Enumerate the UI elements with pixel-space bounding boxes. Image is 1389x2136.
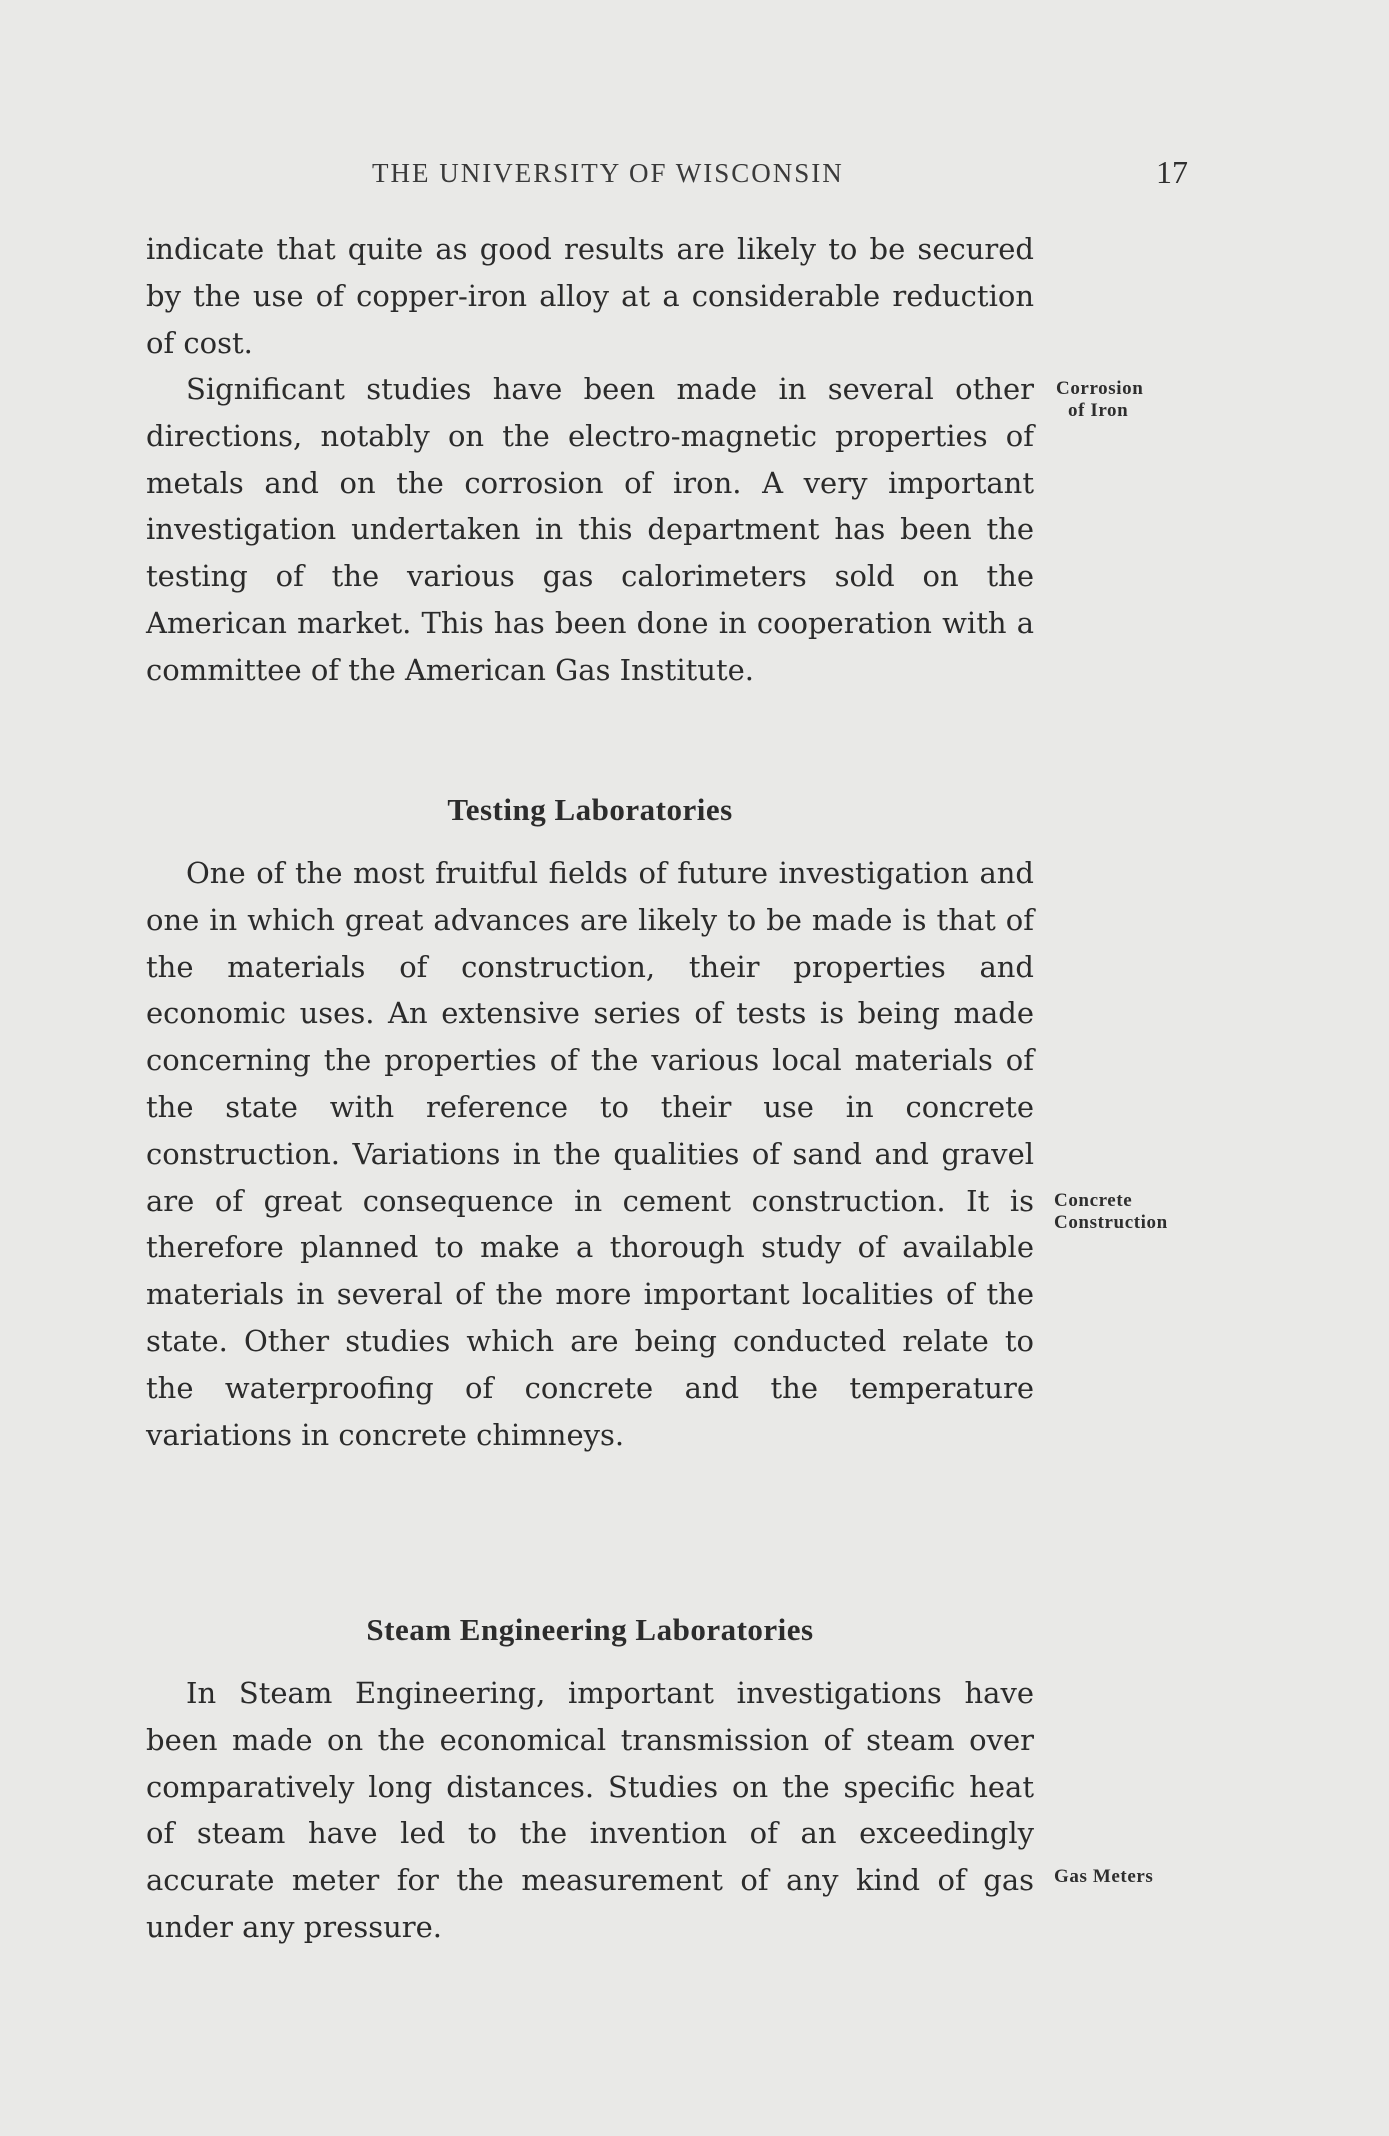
- sidenote-concrete-construction: [1054, 1190, 1168, 1234]
- paragraph-significant-studies: [146, 366, 1034, 694]
- sidenote-line: of Iron: [1068, 400, 1129, 421]
- running-title: THE UNIVERSITY OF WISCONSIN: [372, 158, 844, 188]
- heading-steam-engineering-laboratories: Steam Engineering Laboratories: [366, 1612, 814, 1647]
- paragraph-text: Significant studies have been made in several other directions, notably on the electro-magnetic properties of metals and on the corrosion of iron. A very important investigation undertaken in this department has been the testing of the various gas calorimeters sold on the American market. This has been done in cooperation with a committee of the American Gas Institute.: [146, 372, 1034, 687]
- paragraph-copper-iron: [146, 226, 1034, 366]
- paragraph-materials-of-construction: [146, 850, 1034, 1458]
- page-number: 17: [1156, 154, 1188, 190]
- paragraph-steam-engineering: [146, 1670, 1034, 1951]
- sidenote-line: Construction: [1054, 1212, 1168, 1233]
- paragraph-text: One of the most fruitful fields of future investigation and one in which great advances are likely to be made is that of the materials of construction, their properties and economic uses. An extensive series of tests is being made concerning the properties of the various local materials of the state with reference to their use in concrete construction. Variations in the qualities of sand and gravel are of great consequence in cement construction. It is therefore planned to make a thorough study of available materials in several of the more important localities of the state. Other studies which are being conducted relate to the waterproofing of concrete and the temperature variations in concrete chimneys.: [146, 856, 1034, 1452]
- paragraph-text: indicate that quite as good results are likely to be secured by the use of copper-iron alloy at a considerable reduction of cost.: [146, 232, 1034, 360]
- heading-testing-laboratories: Testing Laboratories: [447, 792, 733, 827]
- paragraph-text: In Steam Engineering, important investigations have been made on the economical transmission of steam over comparatively long distances. Studies on the specific heat of steam have led to the invention of an exceedingly accurate meter for the measurement of any kind of gas under any pressure.: [146, 1676, 1034, 1944]
- sidenote-line: Concrete: [1054, 1190, 1133, 1211]
- sidenote-corrosion-of-iron: [1056, 378, 1143, 422]
- sidenote-gas-meters: Gas Meters: [1054, 1866, 1154, 1887]
- sidenote-line: Corrosion: [1056, 378, 1144, 399]
- running-head: [0, 154, 1389, 194]
